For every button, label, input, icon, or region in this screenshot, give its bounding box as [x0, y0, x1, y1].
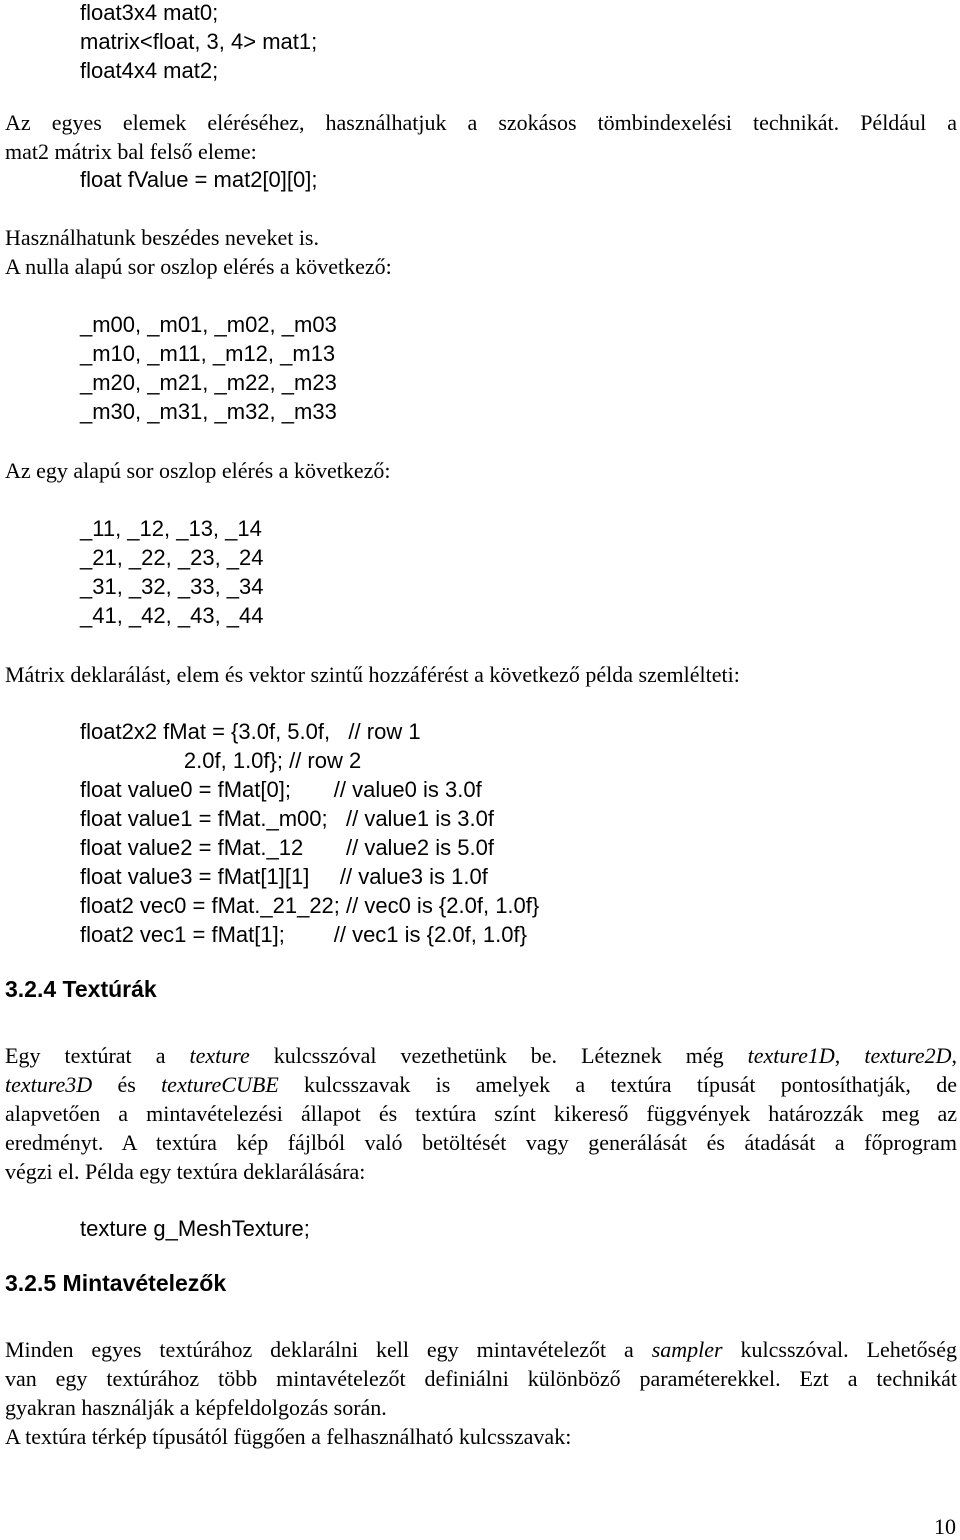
- code-line: float fValue = mat2[0][0];: [80, 167, 318, 192]
- code-line: float value1 = fMat._m00; // value1 is 3.0f: [80, 806, 494, 831]
- keyword: texture3D: [5, 1072, 93, 1097]
- paragraph-line: mat2 mátrix bal felső eleme:: [5, 139, 257, 164]
- code-line: _m00, _m01, _m02, _m03: [80, 312, 337, 337]
- paragraph-line: gyakran használják a képfeldolgozás során.: [5, 1395, 387, 1420]
- keyword: texture2D: [864, 1043, 952, 1068]
- text-line: Az egy alapú sor oszlop elérés a következő:: [5, 458, 391, 483]
- paragraph-line: texture3D és textureCUBE kulcsszavak is amelyek a textúra típusát pontosíthatják, de: [5, 1072, 957, 1097]
- text-line: Használhatunk beszédes neveket is.: [5, 225, 319, 250]
- paragraph-line: A textúra térkép típusától függően a felhasználható kulcsszavak:: [5, 1424, 572, 1449]
- paragraph-index-access: [5, 108, 957, 166]
- text-line: Mátrix deklarálást, elem és vektor szintű hozzáférést a következő példa szemlélteti:: [5, 662, 740, 687]
- paragraph-line: Az egyes elemek eléréséhez, használhatjuk a szokásos tömbindexelési technikát. Például a: [5, 110, 957, 135]
- code-line: _21, _22, _23, _24: [80, 545, 264, 570]
- code-line: float3x4 mat0;: [80, 0, 219, 25]
- keyword: texture1D: [747, 1043, 835, 1068]
- code-line: float value3 = fMat[1][1] // value3 is 1.0f: [80, 864, 488, 889]
- code-line: float value0 = fMat[0]; // value0 is 3.0f: [80, 777, 482, 802]
- code-line: _m30, _m31, _m32, _m33: [80, 399, 337, 424]
- paragraph-line: eredményt. A textúra kép fájlból való betöltését vagy generálását és átadását a főprogram: [5, 1130, 957, 1155]
- paragraph-line: van egy textúrához több mintavételezőt definiálni különböző paraméterekkel. Ezt a technikát: [5, 1366, 957, 1391]
- code-line: matrix<float, 3, 4> mat1;: [80, 29, 318, 54]
- paragraph-line: Minden egyes textúrához deklarálni kell egy mintavételezőt a sampler kulcsszóval. Lehetőség: [5, 1337, 957, 1362]
- section-heading-samplers: 3.2.5 Mintavételezők: [5, 1270, 227, 1296]
- code-line: _41, _42, _43, _44: [80, 603, 264, 628]
- code-line: float2x2 fMat = {3.0f, 5.0f, // row 1: [80, 719, 421, 744]
- code-line: float value2 = fMat._12 // value2 is 5.0f: [80, 835, 494, 860]
- keyword: sampler: [651, 1337, 723, 1362]
- keyword: textureCUBE: [161, 1072, 279, 1097]
- code-line: float2 vec1 = fMat[1]; // vec1 is {2.0f, 1.0f}: [80, 922, 527, 947]
- paragraph-line: Egy textúrat a texture kulcsszóval vezethetünk be. Léteznek még texture1D, texture2D,: [5, 1043, 957, 1068]
- paragraph-samplers: [5, 1335, 957, 1451]
- code-line: _31, _32, _33, _34: [80, 574, 264, 599]
- paragraph-line: végzi el. Példa egy textúra deklarálására:: [5, 1159, 366, 1184]
- section-heading-textures: 3.2.4 Textúrák: [5, 976, 157, 1002]
- code-line: _m20, _m21, _m22, _m23: [80, 370, 337, 395]
- code-line: _11, _12, _13, _14: [80, 516, 262, 541]
- page-number: 10: [934, 1514, 956, 1539]
- text-line: A nulla alapú sor oszlop elérés a következő:: [5, 254, 392, 279]
- code-line: float2 vec0 = fMat._21_22; // vec0 is {2.0f, 1.0f}: [80, 893, 540, 918]
- code-line: texture g_MeshTexture;: [80, 1216, 310, 1241]
- paragraph-line: alapvetően a mintavételezési állapot és textúra színt kikereső függvények határozzák meg az: [5, 1101, 957, 1126]
- code-line: float4x4 mat2;: [80, 58, 219, 83]
- code-line: 2.0f, 1.0f}; // row 2: [80, 748, 362, 773]
- code-line: _m10, _m11, _m12, _m13: [80, 341, 336, 366]
- keyword: texture: [189, 1043, 250, 1068]
- paragraph-textures: [5, 1041, 957, 1186]
